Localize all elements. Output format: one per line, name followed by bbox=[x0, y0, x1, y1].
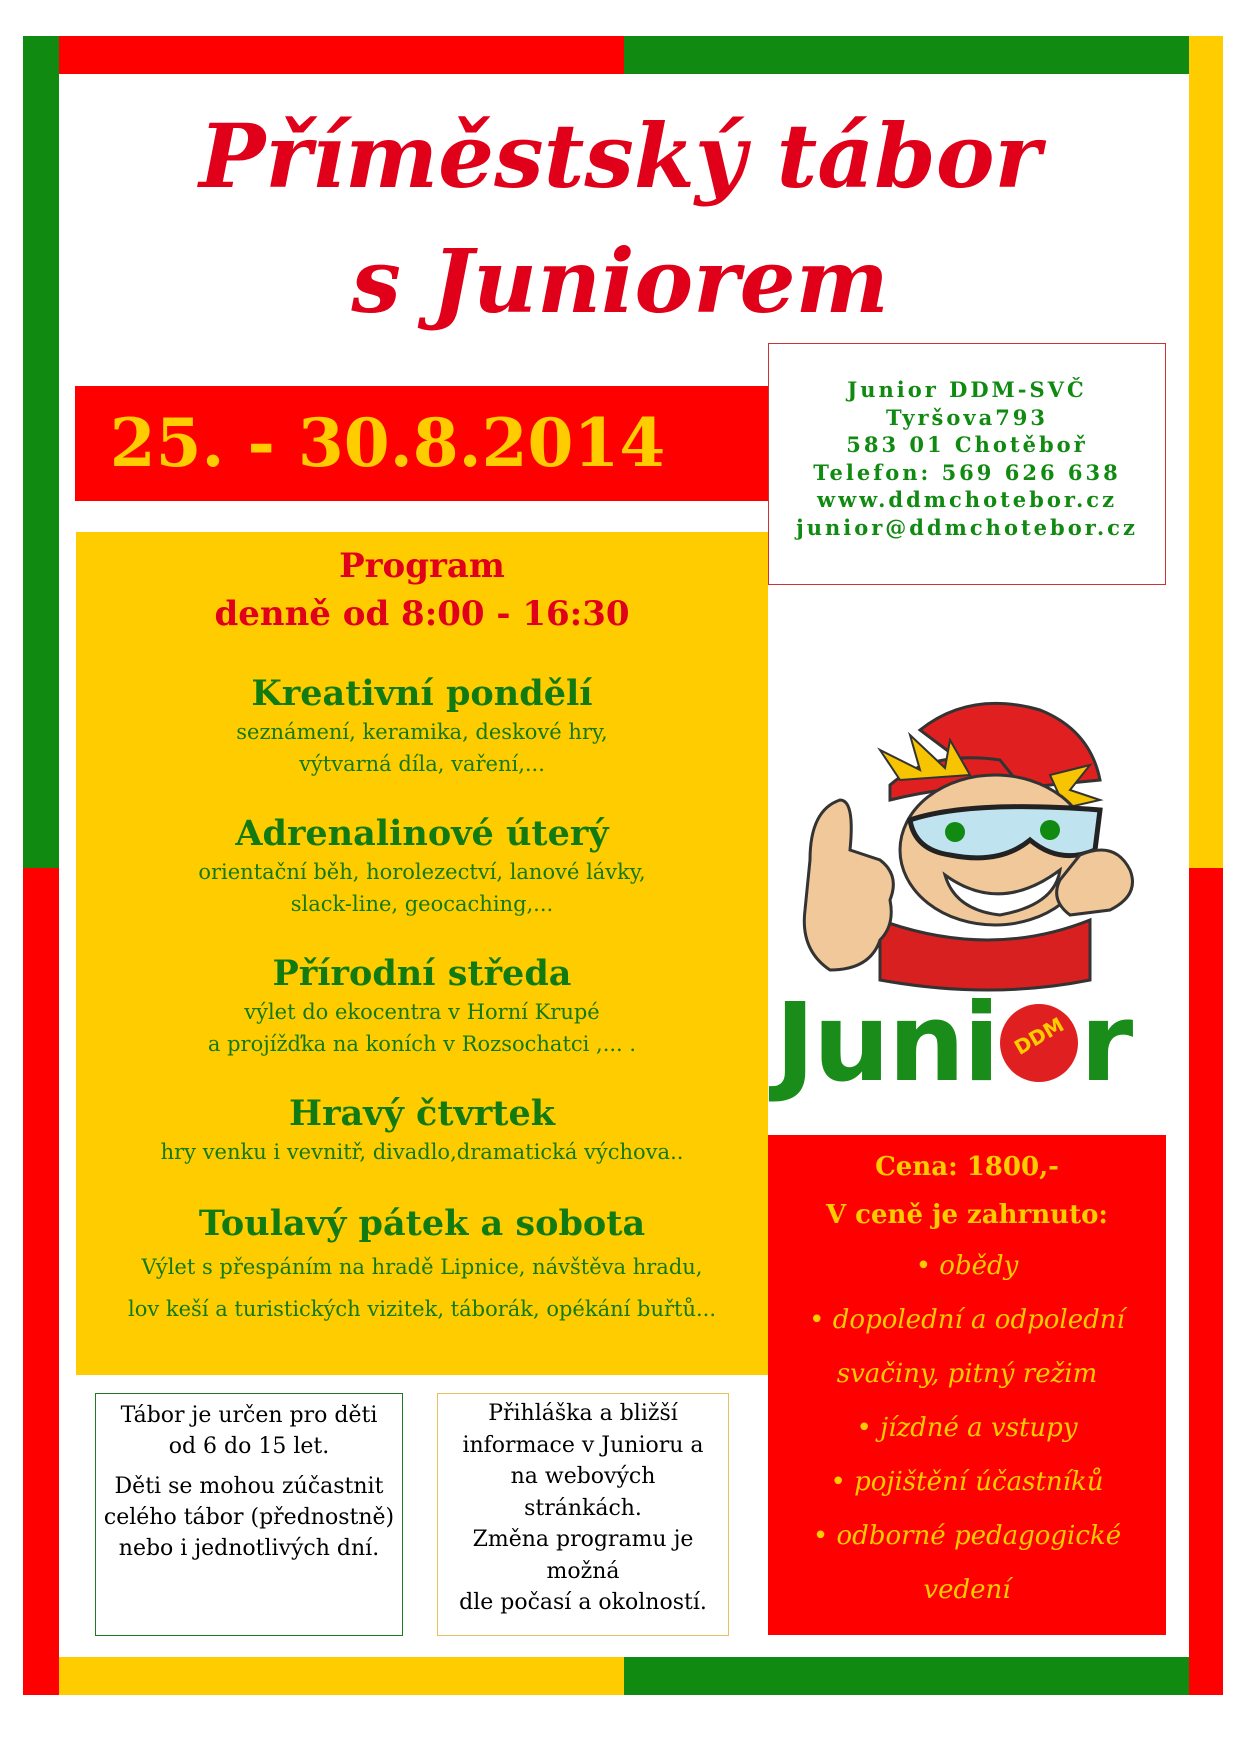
info-signup-line: dle počasí a okolností. bbox=[459, 1590, 707, 1615]
price-item: vedení bbox=[923, 1575, 1011, 1605]
day-tuesday-desc-2: slack-line, geocaching,... bbox=[290, 892, 554, 916]
contact-box bbox=[768, 343, 1166, 585]
price-item: svačiny, pitný režim bbox=[836, 1359, 1098, 1389]
program-heading: Program bbox=[339, 546, 505, 586]
day-wednesday-desc-2: a projížďka na koních v Rozsochatci ,... . bbox=[207, 1032, 637, 1056]
day-monday-desc-2: výtvarná díla, vaření,... bbox=[299, 752, 545, 776]
info-signup-line: informace v Junioru a bbox=[462, 1432, 704, 1458]
day-friday-desc-2: lov keší a turistických vizitek, táborák, opékání buřtů... bbox=[127, 1297, 717, 1321]
day-monday-desc-1: seznámení, keramika, deskové hry, bbox=[236, 720, 608, 744]
price-item: • pojištění účastníků bbox=[830, 1467, 1104, 1497]
info-signup-box bbox=[437, 1393, 729, 1636]
day-wednesday-title: Přírodní středa bbox=[272, 953, 572, 994]
date-text: 25. - 30.8.2014 bbox=[109, 404, 666, 482]
contact-street: Tyršova793 bbox=[885, 404, 1049, 430]
program-hours: denně od 8:00 - 16:30 bbox=[214, 594, 630, 634]
contact-website-link[interactable]: www.ddmchotebor.cz bbox=[817, 487, 1117, 512]
price-amount: Cena: 1800,- bbox=[875, 1152, 1059, 1182]
price-item: • dopolední a odpolední bbox=[809, 1305, 1125, 1335]
junior-logo-wordmark bbox=[775, 981, 1170, 1106]
info-signup-line: stránkách. bbox=[524, 1495, 642, 1521]
info-signup-line: na webových bbox=[510, 1464, 656, 1489]
contact-org: Junior DDM-SVČ bbox=[847, 377, 1087, 402]
logo-badge-text: DDM bbox=[1009, 1012, 1068, 1060]
info-age-line: od 6 do 15 let. bbox=[168, 1434, 330, 1459]
page-title-line1: Příměstský tábor bbox=[199, 104, 1041, 208]
info-signup-line: Změna programu je bbox=[472, 1527, 694, 1552]
info-age-line: celého tábor (přednostně) bbox=[103, 1505, 395, 1530]
price-included-label: V ceně je zahrnuto: bbox=[825, 1200, 1109, 1230]
day-thursday-title: Hravý čtvrtek bbox=[289, 1093, 555, 1134]
info-signup-line: možná bbox=[546, 1558, 620, 1584]
page-title-line2: s Juniorem bbox=[351, 229, 889, 333]
day-tuesday-title: Adrenalinové úterý bbox=[235, 813, 609, 854]
frame-left-bottom bbox=[23, 868, 59, 1695]
day-wednesday-desc-1: výlet do ekocentra v Horní Krupé bbox=[244, 1000, 600, 1024]
frame-top-left bbox=[59, 36, 624, 74]
info-age-line: Tábor je určen pro děti bbox=[120, 1403, 378, 1428]
info-age-box bbox=[95, 1393, 403, 1636]
logo-text-main: Juni bbox=[775, 981, 998, 1106]
info-age-line: Děti se mohou zúčastnit bbox=[114, 1474, 384, 1499]
day-thursday-desc-1: hry venku i vevnitř, divadlo,dramatická výchova.. bbox=[160, 1140, 684, 1164]
day-friday-title: Toulavý pátek a sobota bbox=[198, 1203, 646, 1244]
day-friday-desc-1: Výlet s přespáním na hradě Lipnice, návštěva hradu, bbox=[141, 1255, 703, 1279]
price-box bbox=[768, 1135, 1166, 1635]
frame-right-bottom bbox=[1189, 868, 1223, 1695]
contact-phone: Telefon: 569 626 638 bbox=[813, 459, 1121, 485]
frame-bottom-right bbox=[624, 1657, 1189, 1695]
program-box bbox=[76, 532, 768, 1375]
info-age-line: nebo i jednotlivých dní. bbox=[118, 1536, 380, 1561]
logo-text-tail: r bbox=[1079, 981, 1132, 1106]
frame-top-right bbox=[624, 36, 1189, 74]
info-signup-line: Přihláška a bližší bbox=[488, 1401, 678, 1426]
day-tuesday-desc-1: orientační běh, horolezectví, lanové lávky, bbox=[198, 860, 646, 884]
contact-city: 583 01 Chotěboř bbox=[846, 432, 1088, 457]
price-item: • obědy bbox=[915, 1251, 1019, 1281]
day-monday-title: Kreativní pondělí bbox=[251, 673, 593, 714]
frame-bottom-left bbox=[59, 1657, 624, 1695]
date-banner bbox=[75, 386, 770, 501]
price-item: • odborné pedagogické bbox=[812, 1521, 1122, 1551]
contact-email-link[interactable]: junior@ddmchotebor.cz bbox=[796, 514, 1138, 540]
logo-o-badge bbox=[1000, 1004, 1078, 1082]
price-item: • jízdné a vstupy bbox=[856, 1413, 1078, 1443]
